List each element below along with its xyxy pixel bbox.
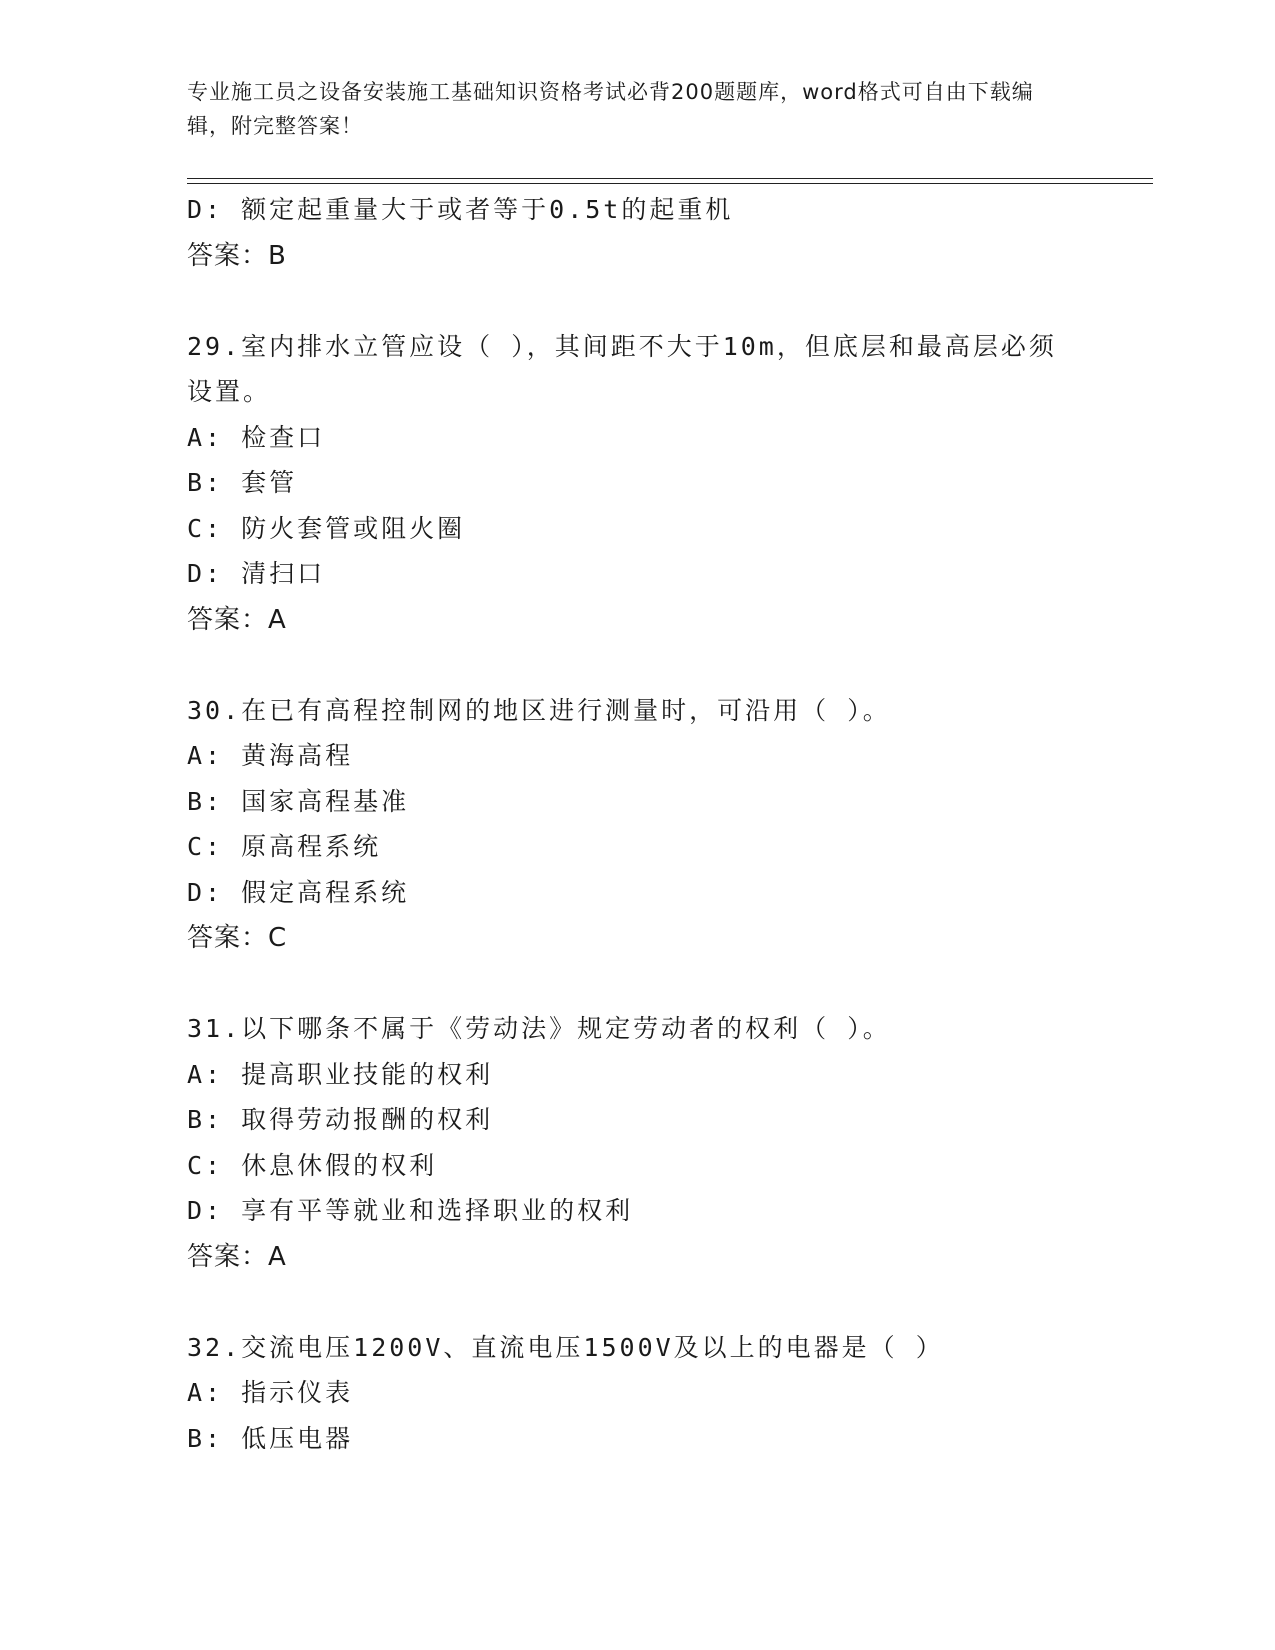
option-d: D: 额定起重量大于或者等于0.5t的起重机 bbox=[187, 195, 734, 224]
document-header bbox=[187, 75, 1067, 143]
option-a: A: 指示仪表 bbox=[187, 1378, 354, 1407]
question-32 bbox=[187, 1325, 1087, 1462]
option-c: C: 防火套管或阻火圈 bbox=[187, 513, 466, 543]
option-c: C: 休息休假的权利 bbox=[187, 1150, 438, 1180]
question-stem: 32.交流电压1200V、直流电压1500V及以上的电器是（ ） bbox=[187, 1332, 944, 1362]
option-d: D: 清扫口 bbox=[187, 559, 326, 588]
answer-line: 答案：A bbox=[187, 1241, 287, 1272]
question-30 bbox=[187, 688, 1087, 962]
answer-line: 答案：B bbox=[187, 240, 287, 271]
option-d: D: 假定高程系统 bbox=[187, 877, 410, 907]
option-b: B: 国家高程基准 bbox=[187, 786, 410, 816]
question-29 bbox=[187, 324, 1087, 643]
option-b: B: 低压电器 bbox=[187, 1423, 354, 1453]
option-b: B: 套管 bbox=[187, 468, 298, 497]
option-a: A: 黄海高程 bbox=[187, 741, 354, 770]
question-stem: 30.在已有高程控制网的地区进行测量时，可沿用（ ）。 bbox=[187, 695, 891, 725]
header-title: 专业施工员之设备安装施工基础知识资格考试必背200题题库，word格式可自由下载编辑，附完整答案！ bbox=[187, 80, 1034, 138]
question-31 bbox=[187, 1006, 1087, 1280]
previous-question-tail bbox=[187, 187, 1087, 279]
header-rule-top bbox=[187, 178, 1153, 179]
answer-line: 答案：A bbox=[187, 604, 287, 635]
option-c: C: 原高程系统 bbox=[187, 832, 382, 861]
question-stem: 29.室内排水立管应设（ ），其间距不大于10m，但底层和最高层必须设置。 bbox=[187, 331, 1057, 406]
option-a: A: 检查口 bbox=[187, 422, 326, 452]
option-b: B: 取得劳动报酬的权利 bbox=[187, 1105, 494, 1134]
option-d: D: 享有平等就业和选择职业的权利 bbox=[187, 1196, 634, 1225]
answer-line: 答案：C bbox=[187, 923, 288, 953]
question-stem: 31.以下哪条不属于《劳动法》规定劳动者的权利（ ）。 bbox=[187, 1014, 891, 1043]
option-a: A: 提高职业技能的权利 bbox=[187, 1059, 494, 1089]
header-rule-bottom bbox=[187, 183, 1153, 184]
question-list bbox=[187, 187, 1087, 1461]
